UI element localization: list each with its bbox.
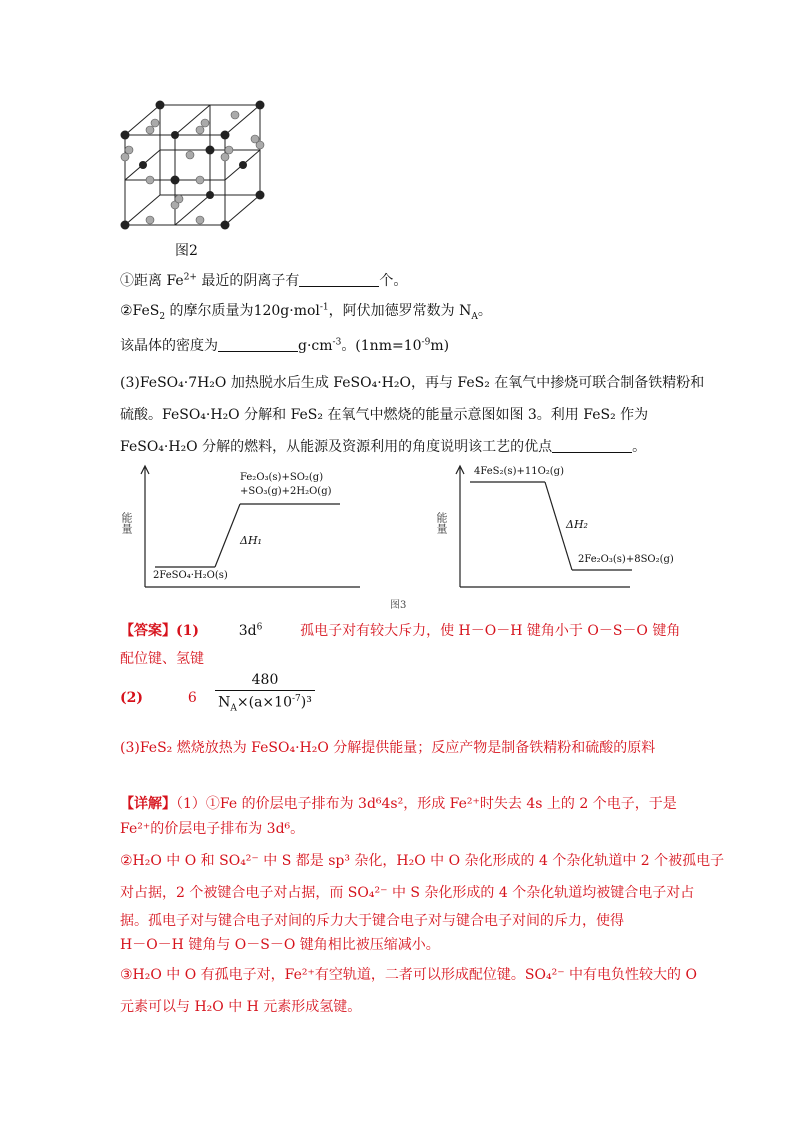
left-high-state-1: Fe₂O₃(s)+SO₂(g) [240,472,324,483]
q3-line-1: (3)FeSO₄·7H₂O 加热脱水后生成 FeSO₄·H₂O，再与 FeS₂ 在氧气中掺烧可联合制备铁精粉和 [120,375,705,391]
answer-part-3: (3)FeS₂ 燃烧放热为 FeSO₄·H₂O 分解提供能量；反应产物是制备铁精粉和硫酸的原料 [120,740,656,756]
left-energy-axis-label: 能量 [120,512,133,534]
q3-line-2: 硫酸。FeSO₄·H₂O 分解和 FeS₂ 在氧气中燃烧的能量示意图如图 3。利用 FeS₂ 作为 [120,407,649,423]
figure-2-caption: 图2 [175,243,198,259]
density-fraction: 480 $N_A\times(a\times 10^{-7})^3$ [215,672,315,713]
detail-line-5: 据。孤电子对与键合电子对间的斥力大于键合电子对与键合电子对间的斥力，使得 [120,913,624,929]
answer-line-1: 【答案】(1) $3d^6$ 孤电子对有较大斥力，使 H－O－H 键角小于 O－S－O 键角 [120,622,681,639]
left-delta-h: ΔH₁ [240,534,262,547]
right-delta-h: ΔH₂ [566,518,588,531]
detail-line-3: ②H₂O 中 O 和 SO₄²⁻ 中 S 都是 sp³ 杂化，H₂O 中 O 杂化形成的 4 个杂化轨道中 2 个被孤电子 [120,853,725,869]
left-low-state: 2FeSO₄·H₂O(s) [153,570,228,581]
detail-line-7: ③H₂O 中 O 有孤电子对，Fe²⁺有空轨道，二者可以形成配位键。SO₄²⁻ 中有电负性较大的 O [120,967,697,983]
detail-line-8: 元素可以与 H₂O 中 H 元素形成氢键。 [120,999,362,1015]
figure-3-caption: 图3 [390,600,407,611]
detail-line-4: 对占据，2 个被键合电子对占据，而 SO₄²⁻ 中 S 杂化形成的 4 个杂化轨道均被键合电子对占 [120,885,695,901]
left-high-state-2: +SO₃(g)+2H₂O(g) [240,486,332,497]
answer-part-2: (2) 6 [120,690,197,706]
crystal-lattice-figure [115,95,275,235]
detail-line-2: Fe²⁺的价层电子排布为 3d⁶。 [120,821,305,837]
q2-line-1: ①距离 $Fe^{2+}$ 最近的阴离子有 个。 [120,272,408,289]
q2-line-2: ②FeS$_2$ 的摩尔质量为120g·mol$^{-1}$，阿伏加德罗常数为 $N_A$。 [120,302,492,322]
q2-line-3: 该晶体的密度为 $g\cdot cm^{-3}$。$(1nm=10^{-9}m)$ [120,337,450,354]
detail-line-6: H－O－H 键角与 O－S－O 键角相比被压缩减小。 [120,937,440,953]
answer-line-2: 配位键、氢键 [120,651,204,667]
energy-diagram-figure [110,462,670,612]
detail-line-1: 【详解】（1）①Fe 的价层电子排布为 3d⁶4s²，形成 Fe²⁺时失去 4s 上的 2 个电子，于是 [120,796,677,812]
right-low-state: 2Fe₂O₃(s)+8SO₂(g) [578,554,674,565]
q3-line-3: FeSO₄·H₂O 分解的燃料，从能源及资源利用的角度说明该工艺的优点 。 [120,439,647,455]
right-energy-axis-label: 能量 [435,512,448,534]
right-high-state: 4FeS₂(s)+11O₂(g) [474,466,564,477]
